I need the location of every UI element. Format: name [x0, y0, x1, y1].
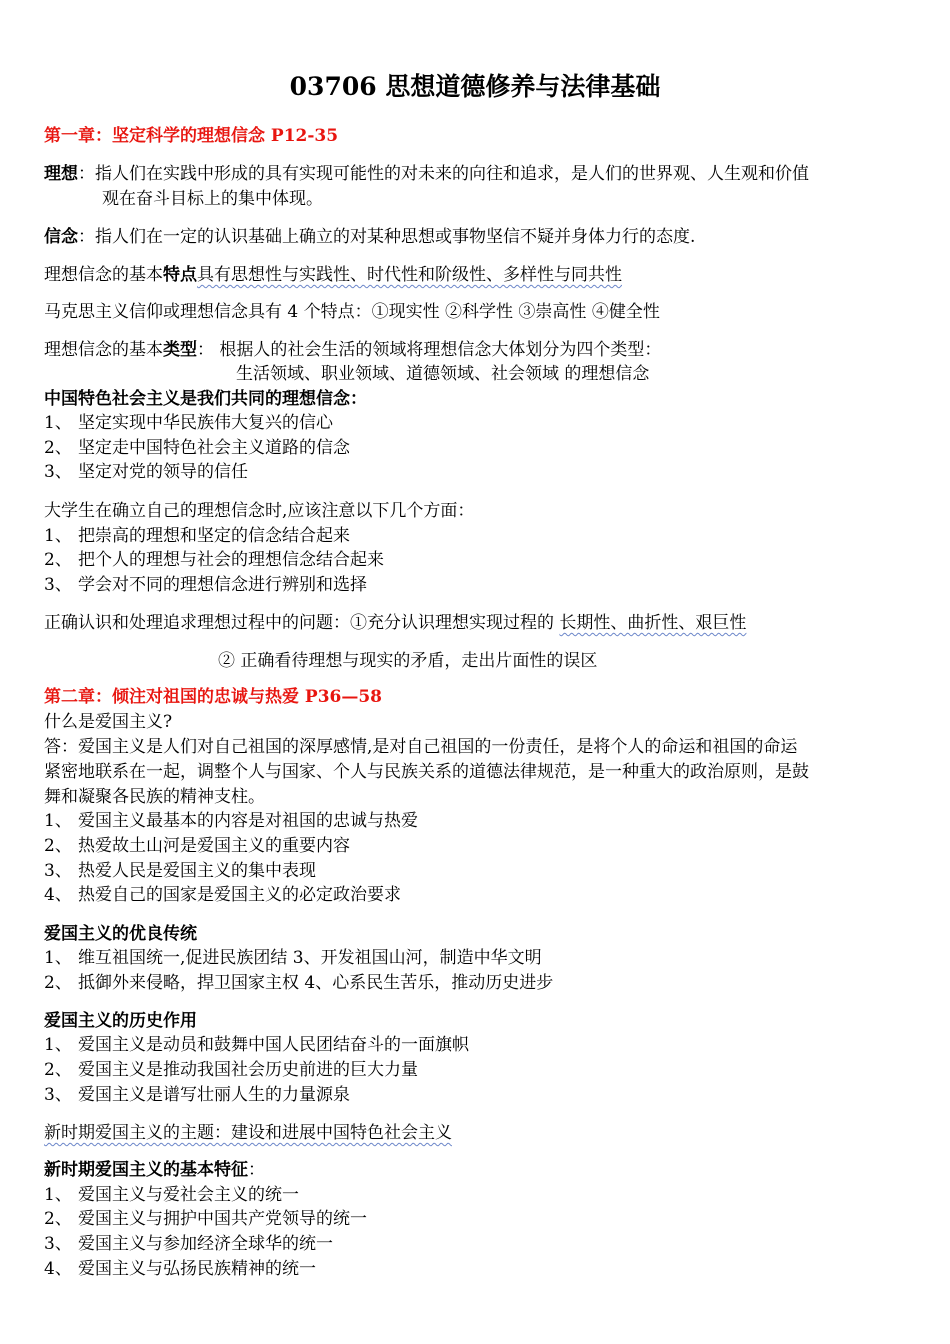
list-item	[44, 835, 350, 857]
ideal-belief-types	[44, 339, 661, 361]
list-number: 3、	[44, 1234, 72, 1254]
list-item	[44, 972, 553, 994]
ideal-problems-line1	[44, 612, 746, 634]
list-number: 2、	[44, 1060, 72, 1080]
list-number: 2、	[44, 1209, 72, 1229]
list-text: 坚定实现中华民族伟大复兴的信心	[78, 413, 333, 433]
tradition-heading: 爱国主义的优良传统	[44, 924, 197, 944]
list-item	[44, 461, 248, 483]
students-intro: 大学生在确立自己的理想信念时,应该注意以下几个方面：	[44, 501, 475, 521]
list-item	[44, 1258, 316, 1280]
types-list: 生活领域、职业领域、道德领域、社会领域 的理想信念	[236, 364, 650, 384]
belief-term: 信念	[44, 227, 78, 247]
ideal-belief-features	[44, 264, 622, 286]
list-item	[44, 1184, 299, 1206]
features-term: 特点	[163, 265, 197, 285]
problems-emphasis: 长期性、曲折性、艰巨性	[559, 613, 747, 633]
list-number: 2、	[44, 836, 72, 856]
list-number: 3、	[44, 462, 72, 482]
list-number: 1、	[44, 811, 72, 831]
list-item	[44, 574, 367, 596]
ideal-definition-text: ：指人们在实践中形成的具有实现可能性的对未来的向往和追求，是人们的世界观、人生观和价值	[78, 164, 809, 184]
document-title: 03706 思想道德修养与法律基础	[289, 72, 661, 101]
list-item	[44, 884, 401, 906]
new-era-features-heading	[44, 1159, 265, 1181]
list-text: 热爱故土山河是爱国主义的重要内容	[78, 836, 350, 856]
belief-definition	[44, 226, 695, 248]
list-number: 1、	[44, 526, 72, 546]
list-text: 坚定走中国特色社会主义道路的信念	[78, 438, 350, 458]
list-number: 3、	[44, 1085, 72, 1105]
list-number: 1、	[44, 948, 72, 968]
features-heading-text: 新时期爱国主义的基本特征	[44, 1160, 248, 1180]
list-number: 4、	[44, 885, 72, 905]
patriotism-question: 什么是爱国主义?	[44, 712, 173, 732]
list-text: 爱国主义与拥护中国共产党领导的统一	[78, 1209, 367, 1229]
list-item	[44, 525, 350, 547]
list-text: 爱国主义是动员和鼓舞中国人民团结奋斗的一面旗帜	[78, 1035, 469, 1055]
list-item	[44, 1084, 350, 1106]
list-text: 把个人的理想与社会的理想信念结合起来	[78, 550, 384, 570]
types-term: 类型	[163, 340, 197, 360]
list-text: 爱国主义与爱社会主义的统一	[78, 1185, 299, 1205]
list-text: 维互祖国统一,促进民族团结 3、开发祖国山河，制造中华文明	[78, 948, 542, 968]
patriotism-answer-line3: 舞和凝聚各民族的精神支柱。	[44, 787, 265, 807]
problems-text: 正确认识和处理追求理想过程中的问题：①充分认识理想实现过程的	[44, 613, 560, 633]
list-number: 1、	[44, 1185, 72, 1205]
list-text: 学会对不同的理想信念进行辨别和选择	[78, 575, 367, 595]
features-heading-colon: ：	[248, 1160, 265, 1180]
chapter2-heading: 第二章：倾注对祖国的忠诚与热爱 P36—58	[44, 687, 383, 707]
new-era-theme: 新时期爱国主义的主题：建设和进展中国特色社会主义	[44, 1123, 452, 1143]
list-item	[44, 1034, 469, 1056]
list-item	[44, 1059, 418, 1081]
belief-definition-text: ：指人们在一定的认识基础上确立的对某种思想或事物坚信不疑并身体力行的态度.	[78, 227, 696, 247]
list-text: 坚定对党的领导的信任	[78, 462, 248, 482]
patriotism-answer-line1: 答：爱国主义是人们对自己祖国的深厚感情,是对自己祖国的一份责任，是将个人的命运和祖国的命运	[44, 737, 798, 757]
list-number: 2、	[44, 973, 72, 993]
list-item	[44, 947, 542, 969]
list-text: 爱国主义是谱写壮丽人生的力量源泉	[78, 1085, 350, 1105]
list-text: 把崇高的理想和坚定的信念结合起来	[78, 526, 350, 546]
list-number: 3、	[44, 861, 72, 881]
common-ideal-heading: 中国特色社会主义是我们共同的理想信念：	[44, 389, 367, 409]
list-text: 爱国主义与弘扬民族精神的统一	[78, 1259, 316, 1279]
list-item	[44, 810, 418, 832]
patriotism-answer-line2: 紧密地联系在一起，调整个人与国家、个人与民族关系的道德法律规范，是一种重大的政治原则，是鼓	[44, 762, 809, 782]
list-text: 爱国主义与参加经济全球华的统一	[78, 1234, 333, 1254]
features-prefix: 理想信念的基本	[44, 265, 163, 285]
list-text: 抵御外来侵略，捍卫国家主权 4、心系民生苦乐，推动历史进步	[78, 973, 554, 993]
list-item	[44, 549, 384, 571]
list-number: 4、	[44, 1259, 72, 1279]
list-number: 2、	[44, 438, 72, 458]
marxism-features: 马克思主义信仰或理想信念具有 4 个特点：①现实性 ②科学性 ③崇高性 ④健全性	[44, 302, 660, 322]
list-text: 热爱自己的国家是爱国主义的必定政治要求	[78, 885, 401, 905]
ideal-definition-line1	[44, 163, 809, 185]
ideal-definition-line2: 观在奋斗目标上的集中体现。	[102, 189, 323, 209]
list-item	[44, 1233, 333, 1255]
list-item	[44, 1208, 367, 1230]
list-item	[44, 860, 316, 882]
list-number: 2、	[44, 550, 72, 570]
list-text: 爱国主义最基本的内容是对祖国的忠诚与热爱	[78, 811, 418, 831]
features-text: 具有思想性与实践性、时代性和阶级性、多样性与同共性	[197, 265, 622, 285]
types-prefix: 理想信念的基本	[44, 340, 163, 360]
list-text: 热爱人民是爱国主义的集中表现	[78, 861, 316, 881]
list-number: 3、	[44, 575, 72, 595]
list-number: 1、	[44, 413, 72, 433]
ideal-term: 理想	[44, 164, 78, 184]
list-item	[44, 412, 333, 434]
list-text: 爱国主义是推动我国社会历史前进的巨大力量	[78, 1060, 418, 1080]
historical-role-heading: 爱国主义的历史作用	[44, 1011, 197, 1031]
chapter1-heading: 第一章：坚定科学的理想信念 P12-35	[44, 126, 339, 146]
ideal-problems-line2: ② 正确看待理想与现实的矛盾，走出片面性的误区	[218, 651, 598, 671]
types-text: ： 根据人的社会生活的领域将理想信念大体划分为四个类型：	[197, 340, 662, 360]
list-number: 1、	[44, 1035, 72, 1055]
list-item	[44, 437, 350, 459]
